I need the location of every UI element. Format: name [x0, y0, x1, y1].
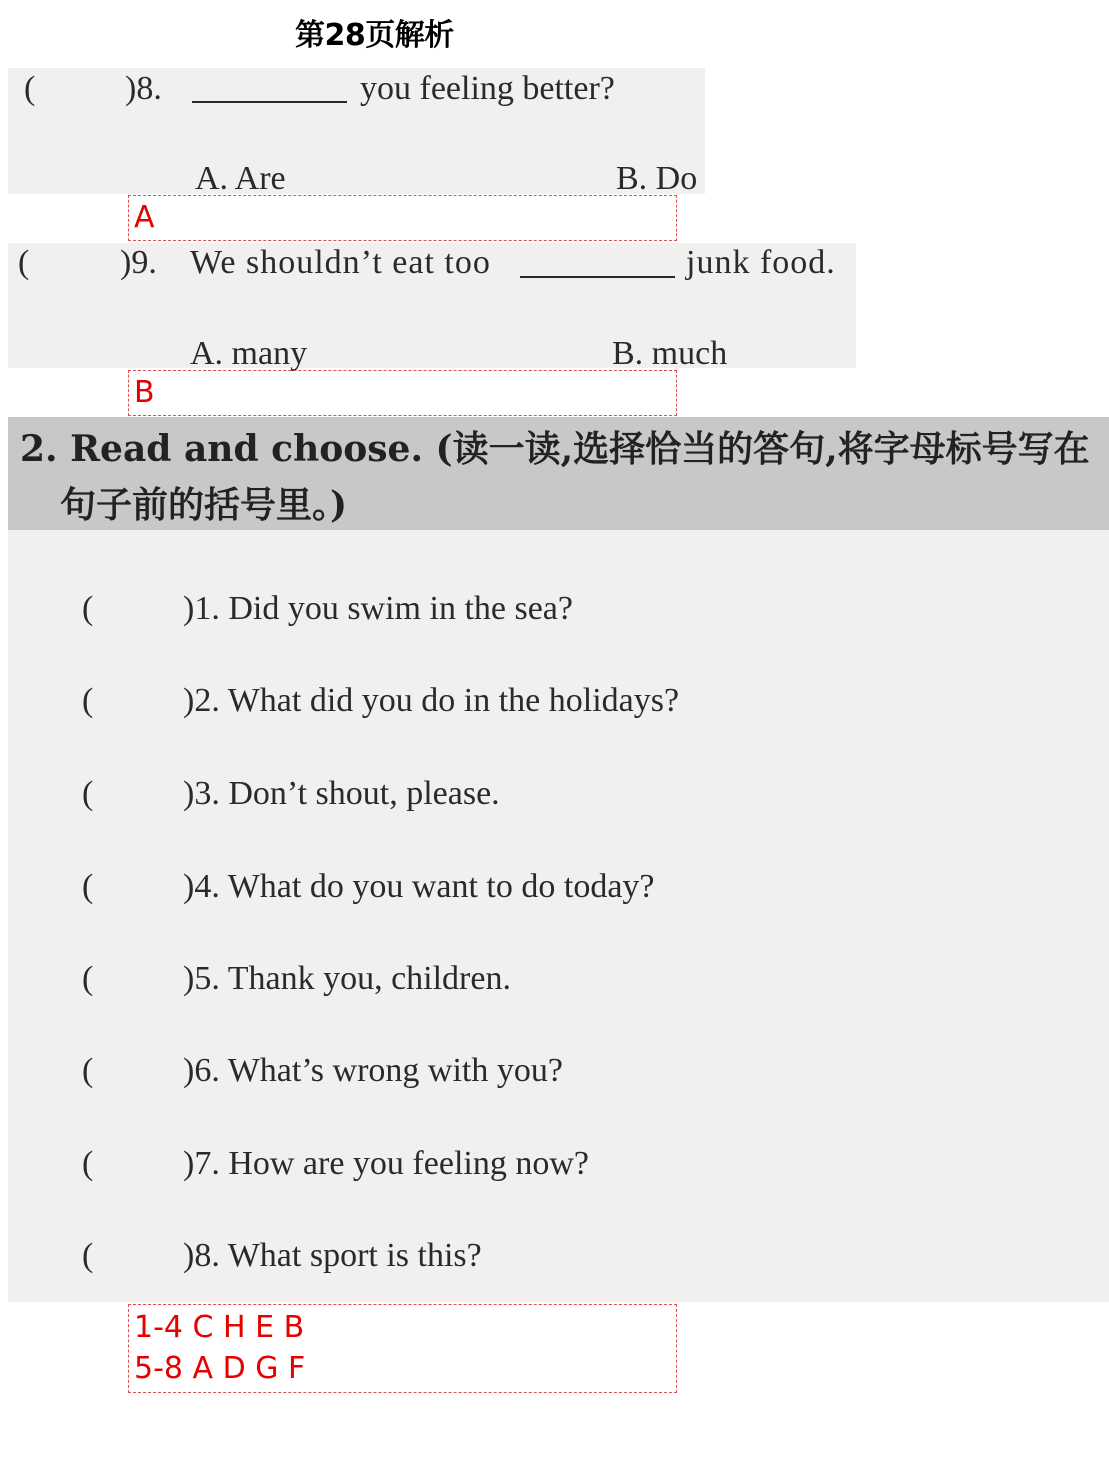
section-2-body [8, 530, 1109, 1302]
question-9-option-b: B. much [612, 335, 728, 372]
open-paren: ( [82, 1237, 94, 1274]
section-2-question: )8. What sport is this? [183, 1237, 482, 1274]
question-8-option-a: A. Are [195, 160, 286, 197]
open-paren: ( [24, 70, 36, 107]
section-2-question: )6. What’s wrong with you? [183, 1052, 563, 1089]
page-title: 第28页解析 [295, 18, 454, 53]
answer-section-2-line1: 1-4 C H E B [134, 1310, 305, 1345]
answer-section-2-line2: 5-8 A D G F [134, 1351, 306, 1386]
section-2-title: 2. Read and choose. (读一读,选择恰当的答句,将字母标号写在 [20, 428, 1090, 470]
section-2-question: )7. How are you feeling now? [183, 1145, 589, 1182]
open-paren: ( [18, 244, 30, 281]
section-2-header [8, 417, 1109, 530]
question-9-text-after: junk food. [686, 244, 836, 281]
question-9-blank [520, 250, 675, 278]
section-2-question: )1. Did you swim in the sea? [183, 590, 573, 627]
open-paren: ( [82, 590, 94, 627]
answer-q9: B [134, 375, 155, 410]
question-8-number: )8. [125, 70, 162, 107]
section-2-question: )4. What do you want to do today? [183, 868, 655, 905]
open-paren: ( [82, 775, 94, 812]
question-9-text-before: We shouldn’t eat too [190, 244, 491, 281]
question-8-blank [192, 75, 347, 103]
answer-q8: A [134, 200, 155, 235]
open-paren: ( [82, 960, 94, 997]
open-paren: ( [82, 868, 94, 905]
question-8-text: you feeling better? [360, 70, 615, 107]
open-paren: ( [82, 1052, 94, 1089]
open-paren: ( [82, 1145, 94, 1182]
question-9-number: )9. [120, 244, 157, 281]
section-2-question: )3. Don’t shout, please. [183, 775, 500, 812]
answer-box-q9 [128, 370, 677, 416]
question-8-option-b: B. Do [616, 160, 698, 197]
open-paren: ( [82, 682, 94, 719]
question-9-option-a: A. many [190, 335, 308, 372]
answer-box-q8 [128, 195, 677, 241]
section-2-title-cont: 句子前的括号里。) [60, 484, 348, 526]
section-2-question: )5. Thank you, children. [183, 960, 511, 997]
section-2-question: )2. What did you do in the holidays? [183, 682, 680, 719]
